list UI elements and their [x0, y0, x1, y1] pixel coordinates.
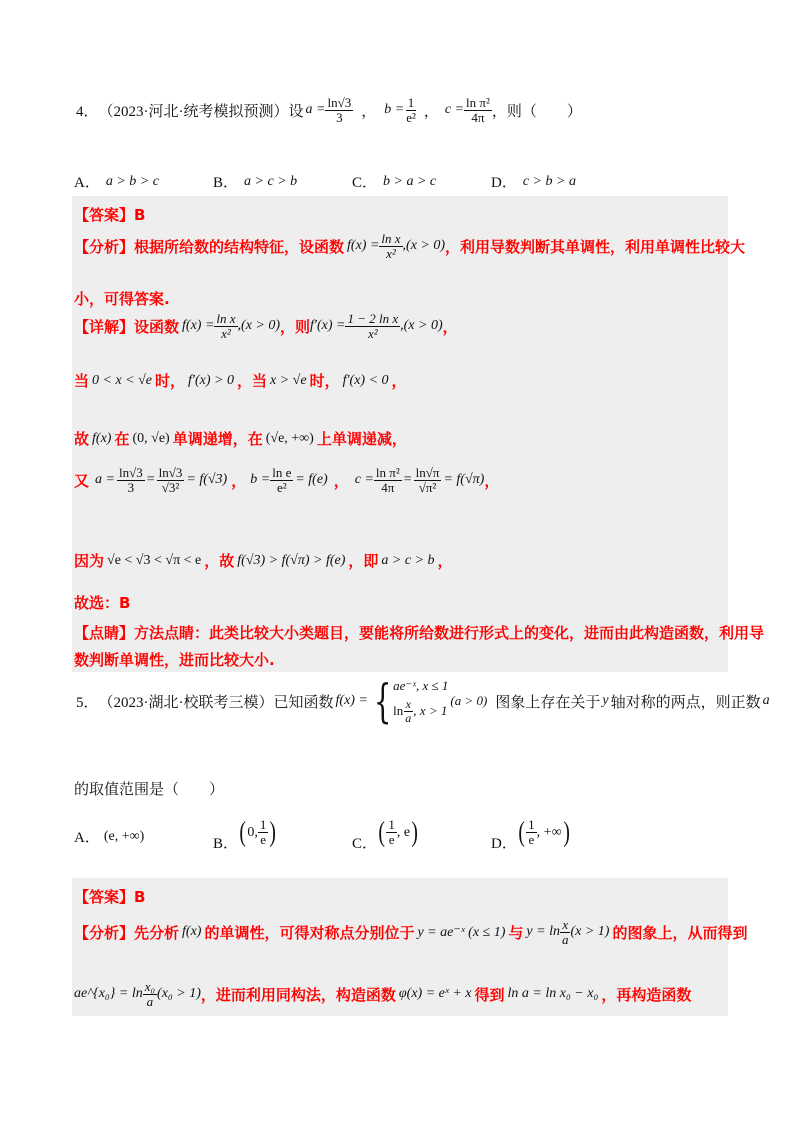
q5-option-d[interactable]	[491, 812, 571, 853]
q5-b-m3: ln a = ln x₀ − x₀	[507, 986, 599, 1002]
q5-option-b-label: B．	[213, 836, 239, 852]
q4-option-c-label: C．	[352, 175, 378, 191]
q4-analysis-frac	[379, 232, 402, 260]
q5-option-b-rparen: )	[269, 816, 277, 848]
q5-option-b-num: 1	[259, 817, 267, 833]
q5-a-mid2: 与	[508, 923, 524, 942]
q4-l5-f4	[374, 466, 402, 494]
q5-piece2-den: a	[405, 710, 412, 725]
q4-l5-eq4: =	[403, 472, 412, 488]
q5-source: （2023·湖北·校联考三模）已知函数	[98, 694, 334, 711]
q5-option-d-num: 1	[528, 817, 535, 833]
q5-stem	[76, 674, 770, 729]
q4-l6-m3: a > c > b	[381, 552, 435, 568]
q4-l5-f5n: ln√π	[415, 465, 440, 480]
q4-l4-d: 上单调递减，	[316, 430, 407, 448]
q5-option-b-pre: 0,	[247, 824, 258, 840]
q4-sep1: ，	[361, 103, 377, 120]
q4-a-lhs: a =	[305, 102, 326, 118]
q4-note-line2: 数判断单调性，进而比较大小.	[74, 651, 275, 669]
q5-b-tail: ，再构造函数	[601, 985, 692, 1004]
q5-tail2: 轴对称的两点，则正数	[610, 694, 761, 711]
q4-l5-f5d: √π²	[418, 479, 437, 495]
q5-number: 5．	[76, 694, 99, 711]
q4-c-lhs: c =	[444, 102, 465, 118]
q5-option-c-num: 1	[388, 817, 395, 833]
q4-l4-a: 故	[74, 430, 90, 448]
q4-detail-dfx: f′(x) =	[310, 318, 346, 334]
q4-b-frac	[404, 96, 418, 124]
q5-option-b-den: e	[260, 832, 266, 847]
q4-b-den: e²	[406, 109, 416, 125]
q5-a: a	[762, 693, 770, 709]
q4-l5-f2n: ln√3	[158, 465, 183, 480]
q4-detail-line3	[74, 370, 407, 391]
q4-l5-m1: a =	[95, 472, 115, 488]
q4-l4-m1: f(x)	[92, 430, 112, 446]
q5-b-frac	[143, 980, 157, 1008]
q5-a-tail: 的图象上，从而得到	[612, 923, 748, 942]
q5-b-m1-post: (x₀ > 1)	[157, 986, 201, 1002]
q5-option-c-rparen: )	[411, 816, 418, 848]
q4-option-d-label: D．	[491, 175, 517, 191]
q4-detail-end: ，	[442, 317, 458, 336]
q4-detail-line4	[74, 428, 407, 449]
q5-a-m3-post: (x > 1)	[570, 924, 610, 940]
q4-l3-c: ，当	[236, 372, 267, 390]
q5-option-a-label: A．	[74, 830, 100, 846]
q4-l5-f1n: ln√3	[118, 465, 143, 480]
q5-a-m3-den: a	[561, 931, 569, 947]
q4-note-line1: 【点睛】方法点睛：此类比较大小类题目，要能将所给数进行形式上的变化，进而由此构造函数，利用导	[74, 624, 765, 642]
q4-option-a-value: a > b > c	[105, 173, 159, 189]
q5-option-c-den: e	[388, 832, 395, 847]
q5-option-c-lparen: (	[378, 816, 385, 848]
q4-tail: ，则（ ）	[491, 103, 582, 120]
q4-detail-dden: x²	[367, 325, 378, 341]
q4-detail-mid: ，则	[280, 317, 311, 336]
q5-piece1: ae⁻ˣ, x ≤ 1	[393, 678, 449, 693]
q4-l3-m1: 0 < x < √e	[92, 372, 153, 388]
q5-fx: f(x) =	[335, 693, 368, 709]
q4-l4-m2: (0, √e)	[132, 430, 170, 446]
q5-pieces	[393, 678, 448, 724]
q5-option-c-post: , e	[396, 824, 411, 840]
q4-l3-m2: f′(x) > 0	[188, 372, 234, 388]
q5-option-b-frac	[258, 818, 269, 846]
q5-option-a[interactable]	[74, 826, 144, 847]
q5-option-d-label: D．	[491, 836, 517, 852]
q4-detail-den: x²	[221, 325, 231, 341]
q5-option-d-den: e	[528, 832, 535, 847]
q5-option-b-lparen: (	[239, 816, 246, 848]
q4-l4-b: 在	[114, 430, 130, 448]
q4-option-d-value: c > b > a	[522, 173, 576, 189]
q4-detail-dcond: ,(x > 0)	[400, 318, 443, 334]
q5-a-m3-num: x	[562, 917, 569, 932]
q4-l6-d: ，	[437, 552, 453, 570]
q5-a-m3-pre: y = ln	[526, 924, 560, 940]
q4-stem	[76, 96, 582, 124]
q4-source: （2023·河北·统考模拟预测）设	[98, 103, 304, 120]
q4-detail-frac	[214, 312, 237, 340]
q5-piece2-num: x	[405, 697, 411, 711]
q4-l6-a: 因为	[74, 552, 105, 570]
q5-b-m1: ae^{x₀} = ln	[74, 986, 143, 1002]
q4-detail-num: ln x	[216, 311, 236, 326]
q4-l5-sep1: ，	[231, 471, 247, 490]
q4-option-b-label: B．	[213, 175, 239, 191]
q4-answer: 【答案】B	[74, 206, 146, 224]
q4-number: 4．	[76, 103, 99, 120]
q5-piece2-frac	[403, 698, 413, 724]
q5-option-c[interactable]	[352, 812, 419, 853]
q4-l6-c: ，即	[348, 552, 379, 570]
q4-analysis-num: ln x	[381, 231, 401, 246]
q5-option-b[interactable]	[213, 812, 278, 853]
q4-l5-f1	[117, 466, 145, 494]
q5-a-m1: f(x)	[182, 924, 202, 940]
q5-piece2	[393, 698, 448, 724]
q5-piece2-pre: ln	[393, 703, 404, 719]
q4-l6-m1: √e < √3 < √π < e	[107, 552, 202, 568]
q5-b-mid1: ，进而利用同构法，构造函数	[200, 985, 396, 1004]
q4-detail-line5	[74, 466, 499, 494]
q4-option-a-label: A．	[74, 175, 100, 191]
q4-option-b-value: a > c > b	[244, 173, 298, 189]
q4-a-frac	[325, 96, 353, 124]
q4-option-b[interactable]	[213, 171, 297, 192]
q5-answer: 【答案】B	[74, 888, 146, 906]
q4-detail-dnum: 1 − 2 ln x	[347, 311, 399, 326]
q4-sep2: ，	[423, 103, 439, 120]
q5-a-m3-frac	[560, 918, 571, 946]
q4-l3-m4: f′(x) < 0	[342, 372, 389, 388]
q4-c-frac	[464, 96, 492, 124]
q5-line2: 的取值范围是（ ）	[74, 782, 225, 798]
q4-l5-m3: c =	[354, 472, 374, 488]
q4-l5-f4n: ln π²	[375, 465, 400, 480]
q4-analysis-line2: 小，可得答案.	[74, 290, 170, 308]
q5-option-d-post: , +∞	[536, 824, 562, 840]
q4-l5-f2d: √3²	[161, 479, 180, 495]
q5-option-d-rparen: )	[562, 816, 570, 848]
q4-b-num: 1	[407, 95, 415, 110]
q5-option-d-frac	[526, 818, 537, 846]
q4-l5-sep2: ，	[333, 471, 349, 490]
q4-detail-line6	[74, 550, 453, 571]
q4-l5-a: 又	[74, 471, 90, 490]
q5-a-mid1: 的单调性，可得对称点分别位于	[204, 923, 415, 942]
q4-l6-m2: f(√3) > f(√π) > f(e)	[237, 552, 346, 568]
q5-b-m2: φ(x) = eˣ + x	[398, 986, 472, 1002]
q4-analysis-tail: ，利用导数判断其单调性，利用单调性比较大	[445, 237, 746, 256]
q5-tail: 图象上存在关于	[495, 694, 601, 711]
q4-detail-head: 【详解】设函数	[74, 317, 180, 336]
q4-l3-a: 当	[74, 372, 90, 390]
q5-brace: {	[373, 674, 392, 729]
q5-cond: (a > 0)	[450, 693, 488, 709]
q5-b-num: x₀	[144, 979, 156, 994]
q4-option-c[interactable]	[352, 171, 436, 192]
q5-option-c-frac	[386, 818, 397, 846]
q4-analysis-cond: ,(x > 0)	[402, 238, 446, 254]
q4-detail-fx: f(x) =	[182, 318, 215, 334]
q4-l5-f4d: 4π	[381, 479, 395, 495]
q5-b-den: a	[146, 993, 154, 1009]
q4-l4-m3: (√e, +∞)	[265, 430, 314, 446]
q4-l5-f5	[414, 466, 442, 494]
q4-l5-f1d: 3	[127, 479, 135, 495]
q4-l3-e: ，	[391, 372, 407, 390]
q4-l5-f3d: e²	[276, 479, 287, 495]
q4-detail-dfrac	[345, 312, 400, 340]
q4-analysis-line1	[74, 232, 745, 260]
q4-a-den: 3	[336, 109, 343, 125]
q4-c-den: 4π	[471, 109, 485, 125]
q4-l5-eq1: =	[146, 472, 155, 488]
q4-detail-cond: ,(x > 0)	[237, 318, 281, 334]
q4-l3-m3: x > √e	[270, 372, 307, 388]
q5-analysis-line1	[74, 918, 748, 946]
q5-option-a-value: (e, +∞)	[103, 828, 145, 844]
q5-a-m2: y = ae⁻ˣ (x ≤ 1)	[417, 924, 506, 940]
q4-l5-f2	[157, 466, 185, 494]
q4-l5-eq2: = f(√3)	[186, 472, 228, 488]
q4-l3-b: 时，	[155, 372, 186, 390]
q4-l5-m2: b =	[250, 472, 271, 488]
q4-option-d[interactable]	[491, 171, 576, 192]
q4-analysis-fx: f(x) =	[347, 238, 380, 254]
q4-a-num: ln√3	[327, 95, 352, 110]
q4-detail-line1	[74, 312, 458, 340]
q4-b-lhs: b =	[384, 102, 405, 118]
q4-l5-end: ，	[484, 471, 500, 490]
q5-analysis-line2	[74, 980, 691, 1008]
q5-option-d-lparen: (	[518, 816, 525, 848]
q4-analysis-head: 【分析】根据所给数的结构特征，设函数	[74, 237, 345, 256]
q4-l5-eq5: = f(√π)	[443, 472, 485, 488]
q5-y: y	[602, 693, 609, 709]
q4-l4-c: 单调递增，在	[172, 430, 263, 448]
q5-b-mid2: 得到	[474, 985, 505, 1004]
q4-l3-d: 时，	[309, 372, 340, 390]
q4-option-a[interactable]	[74, 171, 159, 192]
q4-l5-f3n: ln e	[272, 465, 292, 480]
q4-option-c-value: b > a > c	[383, 173, 437, 189]
q4-l6-b: ，故	[204, 552, 235, 570]
q4-l5-eq3: = f(e)	[295, 472, 328, 488]
q5-a-head: 【分析】先分析	[74, 923, 180, 942]
q4-choice: 故选：B	[74, 594, 131, 612]
q4-c-num: ln π²	[466, 95, 490, 110]
q4-l5-f3	[270, 466, 293, 494]
q5-piece2-post: , x > 1	[413, 703, 448, 719]
q4-analysis-den: x²	[386, 245, 396, 261]
q5-option-c-label: C．	[352, 836, 378, 852]
